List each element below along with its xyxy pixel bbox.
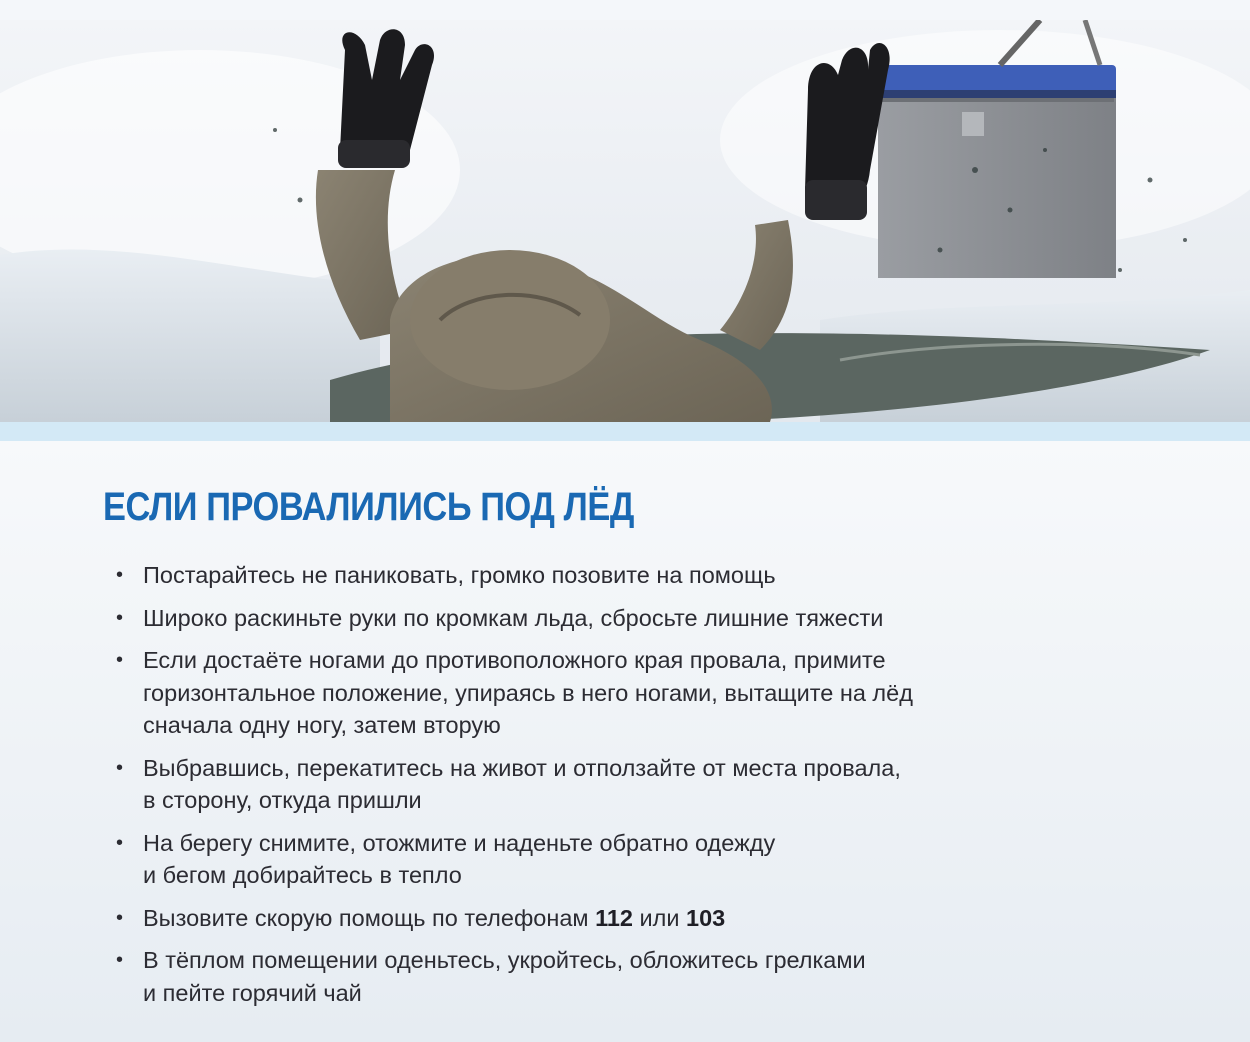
bullet-icon: •	[116, 949, 124, 971]
list-item	[112, 827, 1112, 892]
bullet-icon: •	[116, 756, 124, 779]
ambulance-number: 103	[686, 904, 726, 931]
tip-text: На берегу снимите, отожмите и наденьте обратно одежду	[143, 829, 776, 856]
tip-text: и бегом добирайтесь в тепло	[143, 862, 462, 888]
content-panel	[0, 441, 1250, 1042]
person-in-ice-hole-illustration	[0, 20, 1250, 422]
list-item	[112, 644, 1112, 742]
tip-text: В тёплом помещении оденьтесь, укройтесь, обложитесь грелками	[143, 947, 866, 973]
bullet-icon: •	[116, 606, 124, 629]
bullet-icon: •	[116, 564, 124, 586]
bullet-icon: •	[116, 831, 124, 854]
emergency-number: 112	[595, 904, 634, 931]
list-item	[112, 559, 1112, 592]
tip-text: и пейте горячий чай	[143, 979, 362, 1006]
tip-text: Широко раскиньте руки по кромкам льда, сбросьте лишние тяжести	[143, 604, 884, 631]
tip-text: горизонтальное положение, упираясь в него ногами, вытащите на лёд	[143, 679, 913, 706]
tip-text: Постарайтесь не паниковать, громко позовите на помощь	[143, 562, 776, 588]
tip-text: Если достаёте ногами до противоположного края провала, примите	[143, 647, 886, 673]
photo-divider-band	[0, 422, 1250, 441]
list-item	[112, 752, 1112, 817]
list-item	[112, 902, 1112, 935]
hero-photo	[0, 20, 1250, 422]
list-item	[112, 602, 1112, 635]
tips-list	[112, 559, 1112, 1019]
tip-text: в сторону, откуда пришли	[143, 787, 422, 813]
tip-text: Выбравшись, перекатитесь на живот и отползайте от места провала,	[143, 754, 901, 781]
tip-text: или	[633, 904, 687, 931]
bullet-icon: •	[116, 649, 124, 671]
tip-text: Вызовите скорую помощь по телефонам	[143, 904, 596, 931]
tip-text: сначала одну ногу, затем вторую	[143, 712, 501, 738]
bullet-icon: •	[116, 906, 124, 929]
page-title: ЕСЛИ ПРОВАЛИЛИСЬ ПОД ЛЁД	[103, 485, 634, 529]
list-item	[112, 944, 1112, 1009]
